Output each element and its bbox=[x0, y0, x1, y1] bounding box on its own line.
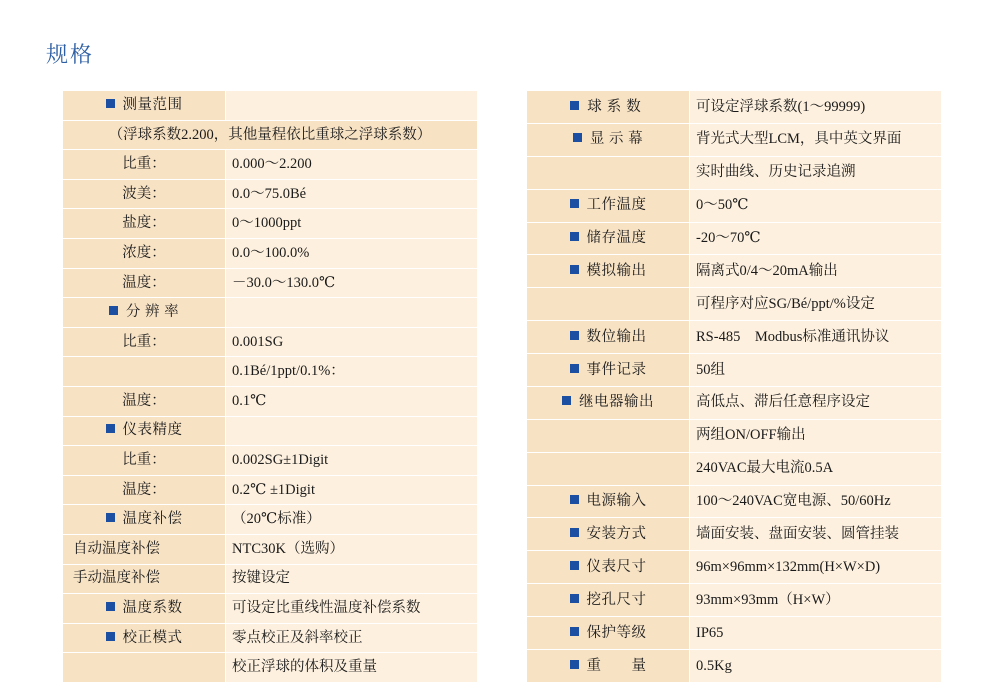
spec-label-text: 手动温度补偿 bbox=[73, 570, 160, 587]
table-row bbox=[527, 584, 942, 617]
spec-table-left bbox=[62, 90, 478, 683]
spec-value-cell: 0.1Bé/1ppt/0.1%： bbox=[226, 357, 478, 387]
table-row bbox=[63, 120, 478, 150]
bullet-square-icon bbox=[570, 495, 579, 504]
spec-value-cell: 可程序对应SG/Bé/ppt/%设定 bbox=[690, 288, 942, 321]
spec-label-cell bbox=[63, 446, 226, 476]
spec-value-cell: 0.1℃ bbox=[226, 386, 478, 416]
spec-label-text: 自动温度补偿 bbox=[73, 540, 160, 557]
spec-label-text: 比重： bbox=[122, 452, 166, 469]
bullet-square-icon bbox=[109, 306, 118, 315]
table-row bbox=[63, 505, 478, 535]
table-row bbox=[63, 238, 478, 268]
bullet-square-icon bbox=[106, 632, 115, 641]
spec-label-cell bbox=[527, 156, 690, 189]
spec-label-cell bbox=[63, 505, 226, 535]
spec-value-cell: 可设定浮球系数(1～99999) bbox=[690, 91, 942, 124]
table-row bbox=[527, 518, 942, 551]
spec-tables bbox=[62, 90, 942, 683]
spec-value-cell bbox=[226, 298, 478, 328]
bullet-square-icon bbox=[570, 528, 579, 537]
spec-value-cell: 两组ON/OFF输出 bbox=[690, 419, 942, 452]
table-row bbox=[63, 475, 478, 505]
table-row bbox=[63, 298, 478, 328]
spec-label-cell bbox=[527, 255, 690, 288]
spec-label-cell bbox=[527, 123, 690, 156]
table-row bbox=[527, 419, 942, 452]
spec-label-cell bbox=[527, 584, 690, 617]
spec-label-text: 波美： bbox=[122, 185, 166, 202]
spec-value-cell: 100～240VAC宽电源、50/60Hz bbox=[690, 485, 942, 518]
spec-label-cell bbox=[63, 475, 226, 505]
bullet-square-icon bbox=[570, 101, 579, 110]
spec-label-cell bbox=[63, 298, 226, 328]
spec-label-cell bbox=[527, 452, 690, 485]
spec-label-cell bbox=[63, 416, 226, 446]
spec-value-cell: 0.001SG bbox=[226, 327, 478, 357]
spec-label-text: 继电器输出 bbox=[579, 394, 654, 411]
table-row bbox=[63, 446, 478, 476]
spec-value-cell: 240VAC最大电流0.5A bbox=[690, 452, 942, 485]
spec-label-text: 数位输出 bbox=[586, 328, 647, 345]
spec-label-text: 重 量 bbox=[586, 657, 647, 674]
spec-label-text: 校正模式 bbox=[122, 629, 183, 646]
spec-value-cell: 按键设定 bbox=[226, 564, 478, 594]
bullet-square-icon bbox=[573, 133, 582, 142]
spec-label-cell bbox=[63, 179, 226, 209]
spec-value-cell: IP65 bbox=[690, 617, 942, 650]
spec-label-cell bbox=[63, 150, 226, 180]
bullet-square-icon bbox=[570, 199, 579, 208]
spec-value-cell: 实时曲线、历史记录追溯 bbox=[690, 156, 942, 189]
table-row bbox=[63, 268, 478, 298]
spec-label-cell bbox=[527, 485, 690, 518]
spec-label-cell bbox=[527, 649, 690, 682]
table-row bbox=[527, 288, 942, 321]
spec-label-text: 仪表精度 bbox=[122, 422, 183, 439]
spec-label-cell bbox=[63, 209, 226, 239]
table-row bbox=[63, 534, 478, 564]
table-row bbox=[527, 321, 942, 354]
spec-label-text: 测量范围 bbox=[122, 96, 183, 113]
spec-value-cell: 0～50℃ bbox=[690, 189, 942, 222]
bullet-square-icon bbox=[106, 99, 115, 108]
spec-value-cell: 0.5Kg bbox=[690, 649, 942, 682]
table-row bbox=[63, 416, 478, 446]
table-row bbox=[63, 179, 478, 209]
table-row bbox=[527, 91, 942, 124]
spec-value-cell: 墙面安装、盘面安装、圆管挂装 bbox=[690, 518, 942, 551]
table-row bbox=[527, 354, 942, 387]
bullet-square-icon bbox=[106, 424, 115, 433]
table-row bbox=[527, 255, 942, 288]
bullet-square-icon bbox=[570, 561, 579, 570]
spec-label-text: 储存温度 bbox=[586, 230, 647, 247]
spec-value-cell: －30.0～130.0℃ bbox=[226, 268, 478, 298]
spec-label-text: 浓度： bbox=[122, 244, 166, 261]
spec-value-cell: 93mm×93mm（H×W） bbox=[690, 584, 942, 617]
spec-label-cell bbox=[527, 288, 690, 321]
spec-label-text: 仪表尺寸 bbox=[586, 558, 647, 575]
spec-label-text: 显 示 幕 bbox=[589, 131, 644, 148]
spec-label-text: 盐度： bbox=[122, 215, 166, 232]
bullet-square-icon bbox=[570, 660, 579, 669]
spec-label-text: 安装方式 bbox=[586, 525, 647, 542]
spec-table-right bbox=[526, 90, 942, 683]
table-row bbox=[63, 209, 478, 239]
spec-label-cell bbox=[63, 91, 226, 121]
spec-label-cell bbox=[63, 327, 226, 357]
spec-label-cell bbox=[63, 238, 226, 268]
spec-label-cell bbox=[527, 551, 690, 584]
table-row bbox=[527, 222, 942, 255]
spec-label-cell bbox=[527, 419, 690, 452]
spec-label-text: 工作温度 bbox=[586, 197, 647, 214]
spec-value-cell bbox=[226, 91, 478, 121]
table-row bbox=[527, 123, 942, 156]
bullet-square-icon bbox=[562, 396, 571, 405]
spec-note-cell: （浮球系数2.200，其他量程依比重球之浮球系数） bbox=[63, 120, 478, 150]
bullet-square-icon bbox=[570, 594, 579, 603]
spec-table-left-body bbox=[63, 91, 478, 683]
spec-label-text: 保护等级 bbox=[586, 624, 647, 641]
spec-value-cell: 隔离式0/4～20mA输出 bbox=[690, 255, 942, 288]
spec-value-cell: 校正浮球的体积及重量 bbox=[226, 653, 478, 683]
table-row bbox=[527, 189, 942, 222]
spec-label-text: 球系数 bbox=[587, 98, 646, 115]
spec-value-cell: 0～1000ppt bbox=[226, 209, 478, 239]
spec-label-cell bbox=[63, 653, 226, 683]
spec-label-cell bbox=[527, 91, 690, 124]
bullet-square-icon bbox=[570, 331, 579, 340]
table-row bbox=[63, 564, 478, 594]
table-row bbox=[527, 156, 942, 189]
table-row bbox=[527, 485, 942, 518]
spec-label-cell bbox=[63, 594, 226, 624]
bullet-square-icon bbox=[570, 627, 579, 636]
spec-value-cell: NTC30K（选购） bbox=[226, 534, 478, 564]
spec-value-cell: 96m×96mm×132mm(H×W×D) bbox=[690, 551, 942, 584]
table-row bbox=[63, 653, 478, 683]
table-row bbox=[527, 452, 942, 485]
spec-value-cell: 零点校正及斜率校正 bbox=[226, 623, 478, 653]
spec-value-cell bbox=[226, 416, 478, 446]
spec-label-cell bbox=[63, 564, 226, 594]
table-row bbox=[527, 551, 942, 584]
spec-value-cell: 0.2℃ ±1Digit bbox=[226, 475, 478, 505]
table-row bbox=[63, 91, 478, 121]
bullet-square-icon bbox=[106, 513, 115, 522]
spec-label-text: 挖孔尺寸 bbox=[586, 591, 647, 608]
spec-label-text: 比重： bbox=[122, 156, 166, 173]
spec-label-cell bbox=[527, 222, 690, 255]
spec-label-cell bbox=[63, 534, 226, 564]
spec-label-cell bbox=[63, 386, 226, 416]
spec-value-cell: 可设定比重线性温度补偿系数 bbox=[226, 594, 478, 624]
spec-label-cell bbox=[527, 189, 690, 222]
spec-label-cell bbox=[63, 357, 226, 387]
spec-label-cell bbox=[527, 518, 690, 551]
spec-label-cell bbox=[527, 321, 690, 354]
table-row bbox=[527, 649, 942, 682]
spec-label-text: 比重： bbox=[122, 333, 166, 350]
spec-label-text: 事件记录 bbox=[586, 361, 647, 378]
spec-value-cell: 背光式大型LCM，具中英文界面 bbox=[690, 123, 942, 156]
spec-label-text: 温度： bbox=[122, 392, 166, 409]
spec-value-cell: -20～70℃ bbox=[690, 222, 942, 255]
spec-label-text: 温度： bbox=[122, 274, 166, 291]
bullet-square-icon bbox=[570, 265, 579, 274]
page-title: 规格 bbox=[46, 42, 95, 67]
bullet-square-icon bbox=[106, 602, 115, 611]
spec-value-cell: （20℃标准） bbox=[226, 505, 478, 535]
spec-label-text: 温度补偿 bbox=[122, 511, 183, 528]
table-row bbox=[63, 623, 478, 653]
spec-label-cell bbox=[527, 354, 690, 387]
spec-table-right-body bbox=[527, 91, 942, 683]
spec-label-text: 电源输入 bbox=[586, 493, 647, 510]
spec-label-text: 温度： bbox=[122, 481, 166, 498]
bullet-square-icon bbox=[570, 232, 579, 241]
spec-label-cell bbox=[63, 268, 226, 298]
spec-value-cell: 0.0～75.0Bé bbox=[226, 179, 478, 209]
spec-value-cell: 0.000～2.200 bbox=[226, 150, 478, 180]
spec-label-text: 分 辨 率 bbox=[125, 304, 180, 321]
spec-value-cell: 50组 bbox=[690, 354, 942, 387]
spec-value-cell: 高低点、滞后任意程序设定 bbox=[690, 386, 942, 419]
table-row bbox=[63, 386, 478, 416]
spec-value-cell: RS-485 Modbus标准通讯协议 bbox=[690, 321, 942, 354]
spec-label-cell bbox=[527, 617, 690, 650]
spec-value-cell: 0.002SG±1Digit bbox=[226, 446, 478, 476]
table-row bbox=[527, 617, 942, 650]
table-row bbox=[63, 327, 478, 357]
table-row bbox=[63, 357, 478, 387]
table-row bbox=[63, 594, 478, 624]
spec-label-text: 温度系数 bbox=[122, 600, 183, 617]
bullet-square-icon bbox=[570, 364, 579, 373]
spec-label-text: 模拟输出 bbox=[586, 262, 647, 279]
spec-label-cell bbox=[527, 386, 690, 419]
spec-label-cell bbox=[63, 623, 226, 653]
table-row bbox=[527, 386, 942, 419]
table-row bbox=[63, 150, 478, 180]
spec-value-cell: 0.0～100.0% bbox=[226, 238, 478, 268]
